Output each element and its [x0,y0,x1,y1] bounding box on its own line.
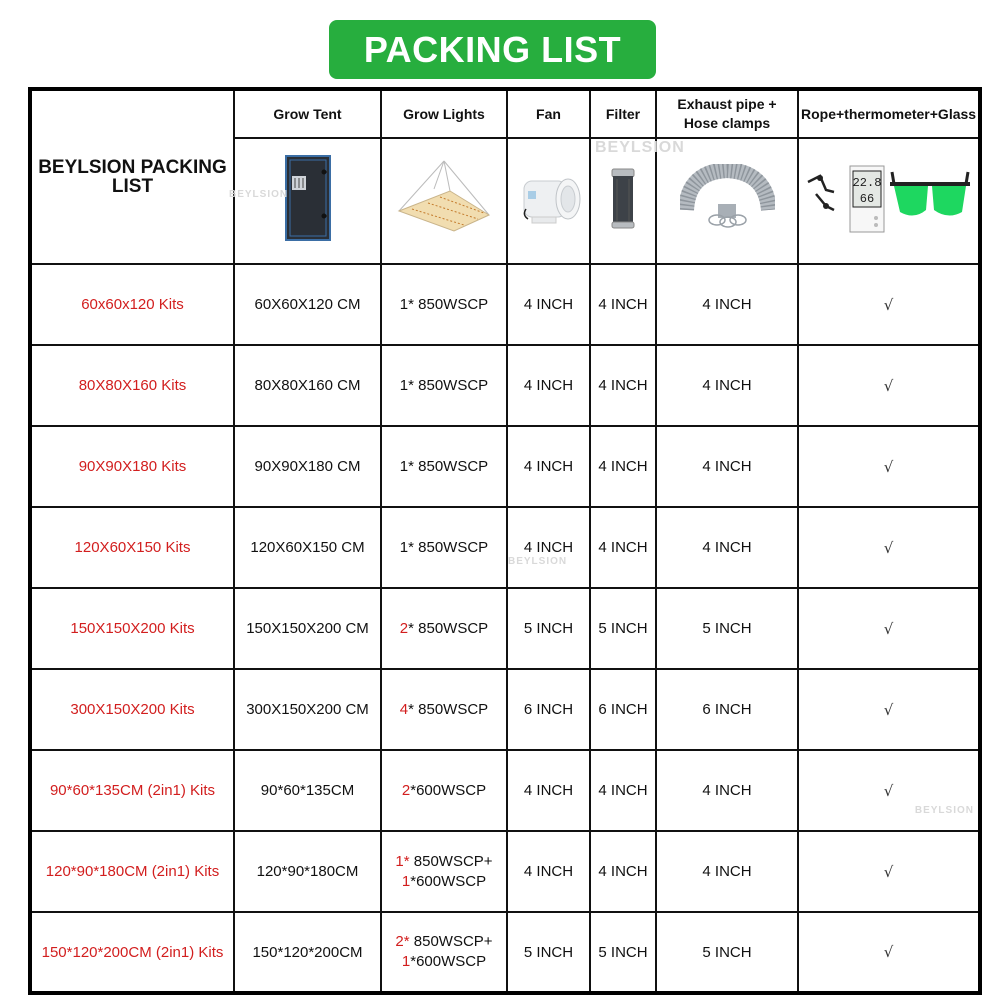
light-model: * 850WSCP [408,620,489,637]
light-qty: 1* [399,377,414,394]
light-qty: 1 [401,953,411,970]
header-row [30,89,980,138]
header-accessories: Rope+thermometer+Glass [798,89,980,138]
accessories-check: √ [798,831,980,912]
kit-name: 80X80X160 Kits [30,345,234,426]
light-qty: 1* [399,458,414,475]
accessories-check: √ [798,507,980,588]
light-model: *600WSCP [410,953,487,970]
light-qty: 2 [401,782,411,799]
table-row [30,912,980,993]
light-qty: 1* [399,296,414,313]
kit-name: 150X150X200 Kits [30,588,234,669]
tent-size: 120X60X150 CM [234,507,381,588]
header-exhaust: Exhaust pipe + Hose clamps [656,89,798,138]
fan-size: 6 INCH [507,669,590,750]
filter-size: 5 INCH [590,588,656,669]
accessories-image-cell [798,138,980,264]
exhaust-image-cell [656,138,798,264]
grow-lights-value [381,264,507,345]
filter-size: 4 INCH [590,831,656,912]
tent-size: 90*60*135CM [234,750,381,831]
fan-size: 5 INCH [507,912,590,993]
accessories-check: √ [798,264,980,345]
grow-lights-value [381,831,507,912]
light-model: *600WSCP [410,782,487,799]
exhaust-size: 4 INCH [656,831,798,912]
table-row [30,750,980,831]
filter-size: 4 INCH [590,507,656,588]
kit-name: 120X60X150 Kits [30,507,234,588]
check-mark: √ [883,781,894,800]
grow-lights-value [381,912,507,993]
watermark: BEYLSION [229,189,289,200]
filter-size: 4 INCH [590,426,656,507]
kit-name: 90*60*135CM (2in1) Kits [30,750,234,831]
tent-size: 150X150X200 CM [234,588,381,669]
tent-size: 120*90*180CM [234,831,381,912]
kit-name: 120*90*180CM (2in1) Kits [30,831,234,912]
light-line [384,872,504,892]
watermark: BEYLSION [914,805,974,816]
exhaust-size: 4 INCH [656,750,798,831]
fan-size: 4 INCH [507,831,590,912]
kit-name: 300X150X200 Kits [30,669,234,750]
grow-lights-value [381,750,507,831]
accessories-check: √ [798,912,980,993]
corner-label: BEYLSION PACKING LIST [30,89,234,264]
rope-thermometer-glasses-icon [804,162,974,237]
accessories-check: √ [798,426,980,507]
watermark: BEYLSION [595,139,685,156]
grow-lights-value [381,669,507,750]
ducting-hose-icon [680,164,775,234]
grow-light-icon [394,159,494,239]
table-row [30,264,980,345]
fan-size-text: 4 INCH [523,539,574,556]
grow-lights-value [381,588,507,669]
kit-name: 90X90X180 Kits [30,426,234,507]
tent-size: 90X90X180 CM [234,426,381,507]
exhaust-size: 6 INCH [656,669,798,750]
exhaust-size: 5 INCH [656,588,798,669]
light-model: 850WSCP [413,377,489,394]
header-fan: Fan [507,89,590,138]
accessories-check: √ [798,588,980,669]
light-qty: 1* [399,539,414,556]
light-qty: 2 [399,620,409,637]
watermark: BEYLSION [508,556,568,567]
light-qty: 2* [395,933,410,950]
light-model: 850WSCP [413,296,489,313]
fan-image-cell [507,138,590,264]
carbon-filter-icon [608,167,638,232]
header-grow-tent: Grow Tent [234,89,381,138]
light-line [384,932,504,952]
grow-light-image-cell [381,138,507,264]
light-model: 850WSCP [413,458,489,475]
tent-size: 300X150X200 CM [234,669,381,750]
grow-lights-value [381,345,507,426]
tent-size: 60X60X120 CM [234,264,381,345]
inline-fan-icon [514,169,584,229]
grow-tent-image-cell [229,138,381,264]
rope-hanger-icon [808,175,834,210]
fan-size [507,507,590,588]
fan-size: 4 INCH [507,345,590,426]
packing-list-banner [329,20,656,79]
filter-image-cell [590,138,685,264]
safety-glasses-icon [890,172,970,216]
exhaust-size: 4 INCH [656,345,798,426]
light-qty: 4 [399,701,409,718]
table-row [30,588,980,669]
kit-name: 60x60x120 Kits [30,264,234,345]
packing-list-table [28,87,982,995]
light-qty: 1 [401,872,411,890]
light-model: 850WSCP [413,539,489,556]
light-line [384,952,504,972]
filter-size: 5 INCH [590,912,656,993]
fan-size: 5 INCH [507,588,590,669]
tent-size: 150*120*200CM [234,912,381,993]
light-model: *600WSCP [410,872,487,890]
accessories-check: √ [798,669,980,750]
grow-tent-icon [283,154,333,244]
light-model: 850WSCP+ [409,852,493,870]
thermometer-icon [850,166,884,232]
kit-name: 150*120*200CM (2in1) Kits [30,912,234,993]
table-row [30,831,980,912]
exhaust-size: 4 INCH [656,507,798,588]
fan-size: 4 INCH [507,426,590,507]
exhaust-size: 5 INCH [656,912,798,993]
accessories-check [798,750,980,831]
grow-lights-value [381,507,507,588]
fan-size: 4 INCH [507,750,590,831]
filter-size: 6 INCH [590,669,656,750]
filter-size: 4 INCH [590,750,656,831]
svg-text:66: 66 [859,191,874,206]
fan-size: 4 INCH [507,264,590,345]
exhaust-size: 4 INCH [656,264,798,345]
light-model: 850WSCP+ [409,933,493,950]
table-row [30,669,980,750]
filter-size: 4 INCH [590,264,656,345]
table-row [30,345,980,426]
header-grow-lights: Grow Lights [381,89,507,138]
tent-size: 80X80X160 CM [234,345,381,426]
header-filter: Filter [590,89,656,138]
table-row [30,426,980,507]
svg-text:22.8: 22.8 [852,175,881,190]
grow-lights-value [381,426,507,507]
light-model: * 850WSCP [408,701,489,718]
banner-title: PACKING LIST [363,28,622,70]
exhaust-size: 4 INCH [656,426,798,507]
light-qty: 1* [395,852,410,870]
table-row [30,507,980,588]
light-line [384,852,504,872]
accessories-check: √ [798,345,980,426]
filter-size: 4 INCH [590,345,656,426]
